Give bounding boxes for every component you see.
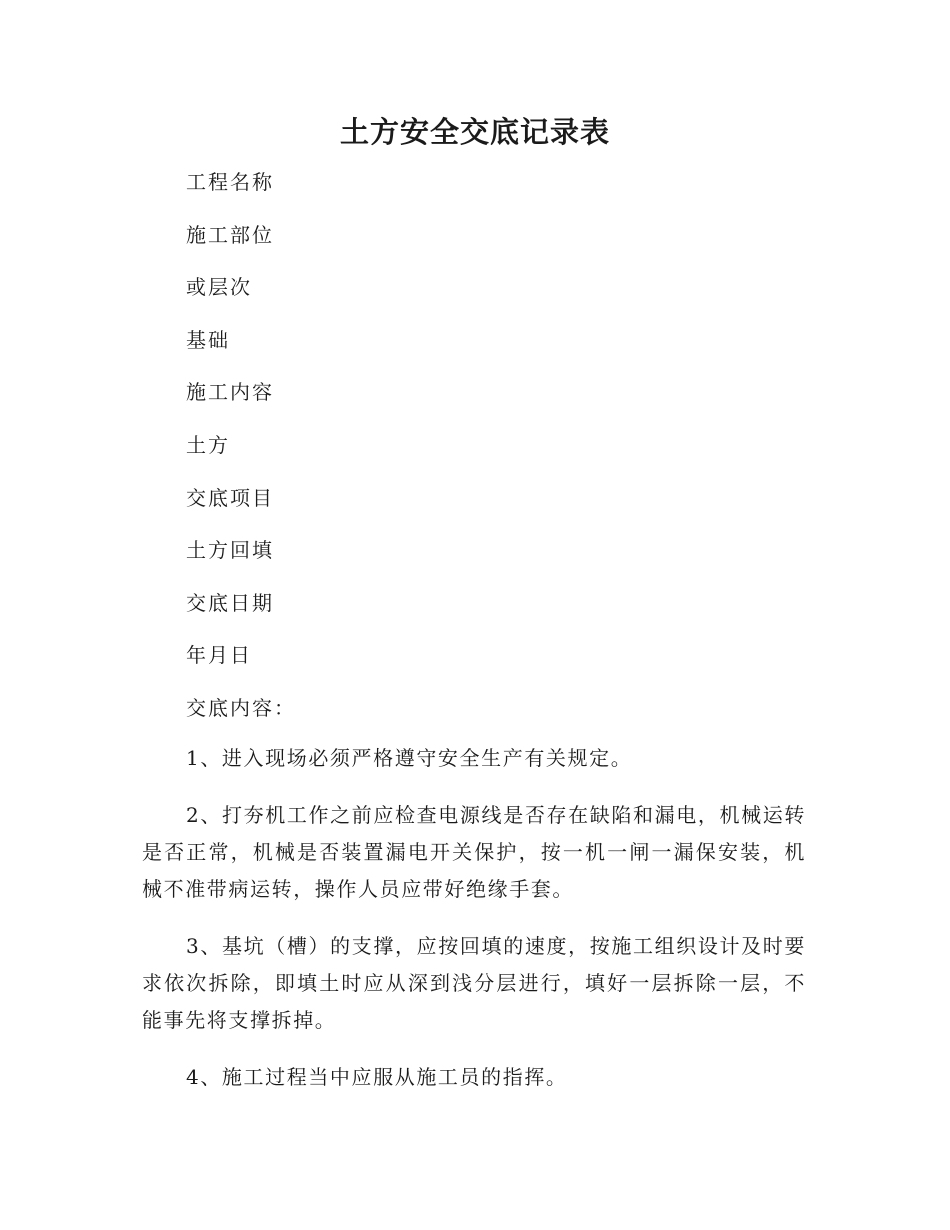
field-earth-backfill: 土方回填 — [186, 538, 274, 563]
record-fields — [186, 162, 296, 741]
field-briefing-item: 交底项目 — [186, 485, 274, 510]
field-or-level: 或层次 — [186, 275, 252, 300]
paragraph-1: 1、进入现场必须严格遵守安全生产有关规定。 — [186, 746, 633, 770]
field-construction-content: 施工内容 — [186, 380, 274, 405]
briefing-content — [142, 740, 806, 1116]
field-date-value: 年月日 — [186, 643, 252, 668]
field-project-name: 工程名称 — [186, 170, 274, 194]
paragraph-2: 2、打夯机工作之前应检查电源线是否存在缺陷和漏电，机械运转是否正常，机械是否装置漏电开关保护，按一机一闸一漏保安装，机械不准带病运转，操作人员应带好绝缘手套。 — [142, 803, 806, 901]
paragraph-4: 4、施工过程当中应服从施工员的指挥。 — [186, 1065, 568, 1089]
field-construction-part: 施工部位 — [186, 222, 274, 247]
field-briefing-date: 交底日期 — [186, 590, 274, 615]
document-title: 土方安全交底记录表 — [339, 115, 610, 149]
field-earthwork: 土方 — [186, 432, 230, 457]
paragraph-3: 3、基坑（槽）的支撑，应按回填的速度，按施工组织设计及时要求依次拆除，即填土时应从深到浅分层进行，填好一层拆除一层，不能事先将支撑拆掉。 — [142, 934, 806, 1032]
field-foundation: 基础 — [186, 327, 230, 352]
field-briefing-content: 交底内容： — [186, 695, 296, 720]
